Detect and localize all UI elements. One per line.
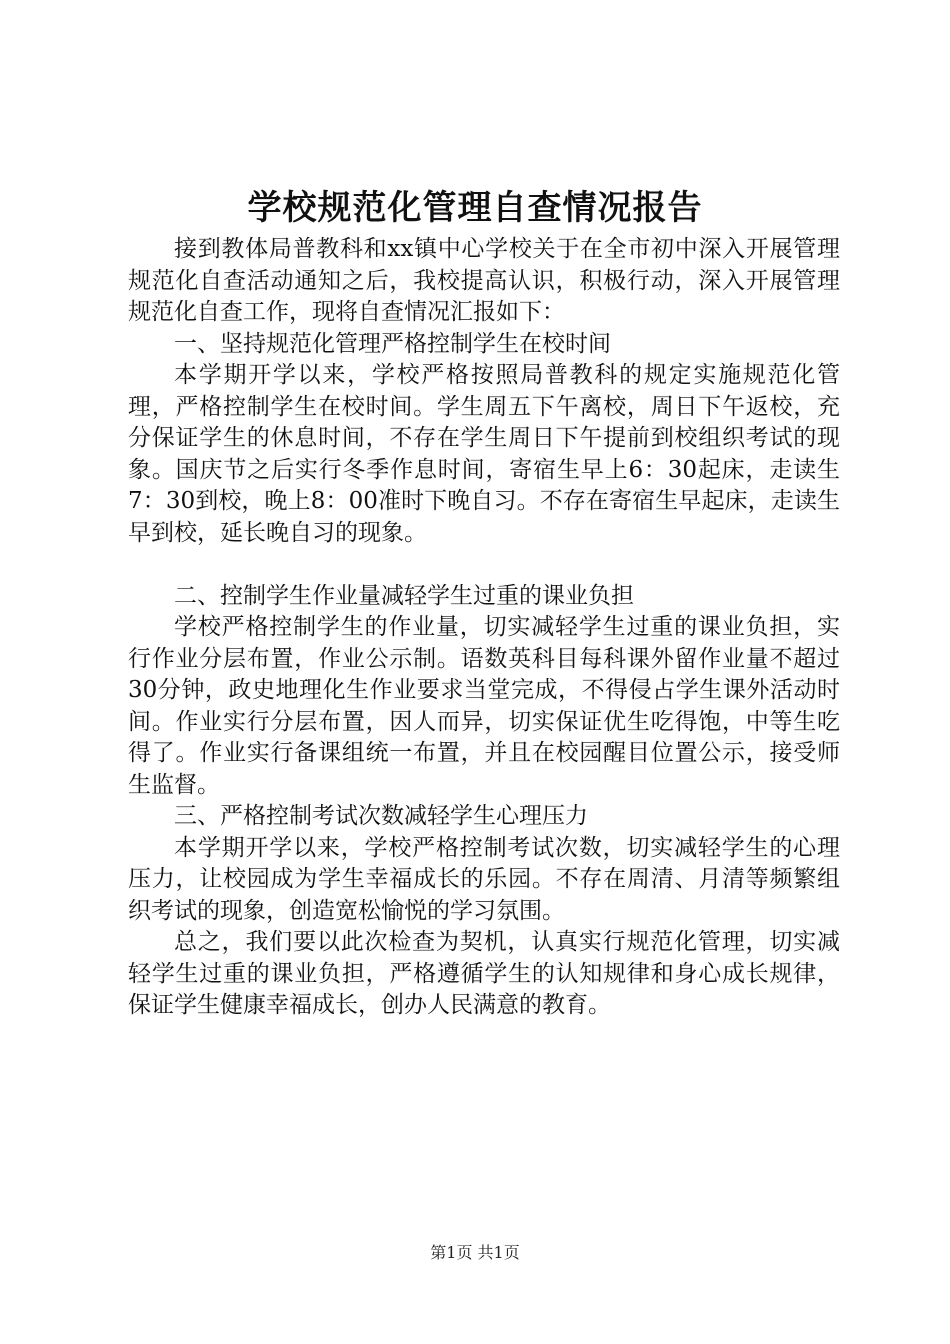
document-body bbox=[128, 234, 840, 1022]
intro-paragraph: 接到教体局普教科和xx镇中心学校关于在全市初中深入开展管理规范化自查活动通知之后，我校提高认识，积极行动，深入开展管理规范化自查工作，现将自查情况汇报如下： bbox=[128, 236, 840, 325]
section-body-1: 本学期开学以来，学校严格按照局普教科的规定实施规范化管理，严格控制学生在校时间。学生周五下午离校，周日下午返校，充分保证学生的休息时间，不存在学生周日下午提前到校组织考试的现象。国庆节之后实行冬季作息时间，寄宿生早上6：30起床，走读生7：30到校，晚上8：00准时下晚自习。不存在寄宿生早起床，走读生早到校，延长晚自习的现象。 bbox=[128, 362, 840, 546]
section-body-2: 学校严格控制学生的作业量，切实减轻学生过重的课业负担，实行作业分层布置，作业公示制。语数英科目每科课外留作业量不超过30分钟，政史地理化生作业要求当堂完成，不得侵占学生课外活动时间。作业实行分层布置，因人而异，切实保证优生吃得饱，中等生吃得了。作业实行备课组统一布置，并且在校园醒目位置公示，接受师生监督。 bbox=[128, 614, 840, 798]
paragraph-spacer bbox=[128, 549, 840, 581]
section-heading-3: 三、严格控制考试次数减轻学生心理压力 bbox=[174, 803, 588, 829]
section-heading-1: 一、坚持规范化管理严格控制学生在校时间 bbox=[174, 330, 611, 357]
document-title: 学校规范化管理自查情况报告 bbox=[247, 188, 703, 228]
section-heading-2: 二、控制学生作业量减轻学生过重的课业负担 bbox=[174, 582, 634, 609]
page-footer: 第1页 共1页 bbox=[430, 1243, 520, 1262]
section-body-3: 本学期开学以来，学校严格控制考试次数，切实减轻学生的心理压力，让校园成为学生幸福成长的乐园。不存在周清、月清等频繁组织考试的现象，创造宽松愉悦的学习氛围。 bbox=[128, 834, 840, 924]
conclusion-paragraph: 总之，我们要以此次检查为契机，认真实行规范化管理，切实减轻学生过重的课业负担，严格遵循学生的认知规律和身心成长规律，保证学生健康幸福成长，创办人民满意的教育。 bbox=[128, 929, 840, 1018]
